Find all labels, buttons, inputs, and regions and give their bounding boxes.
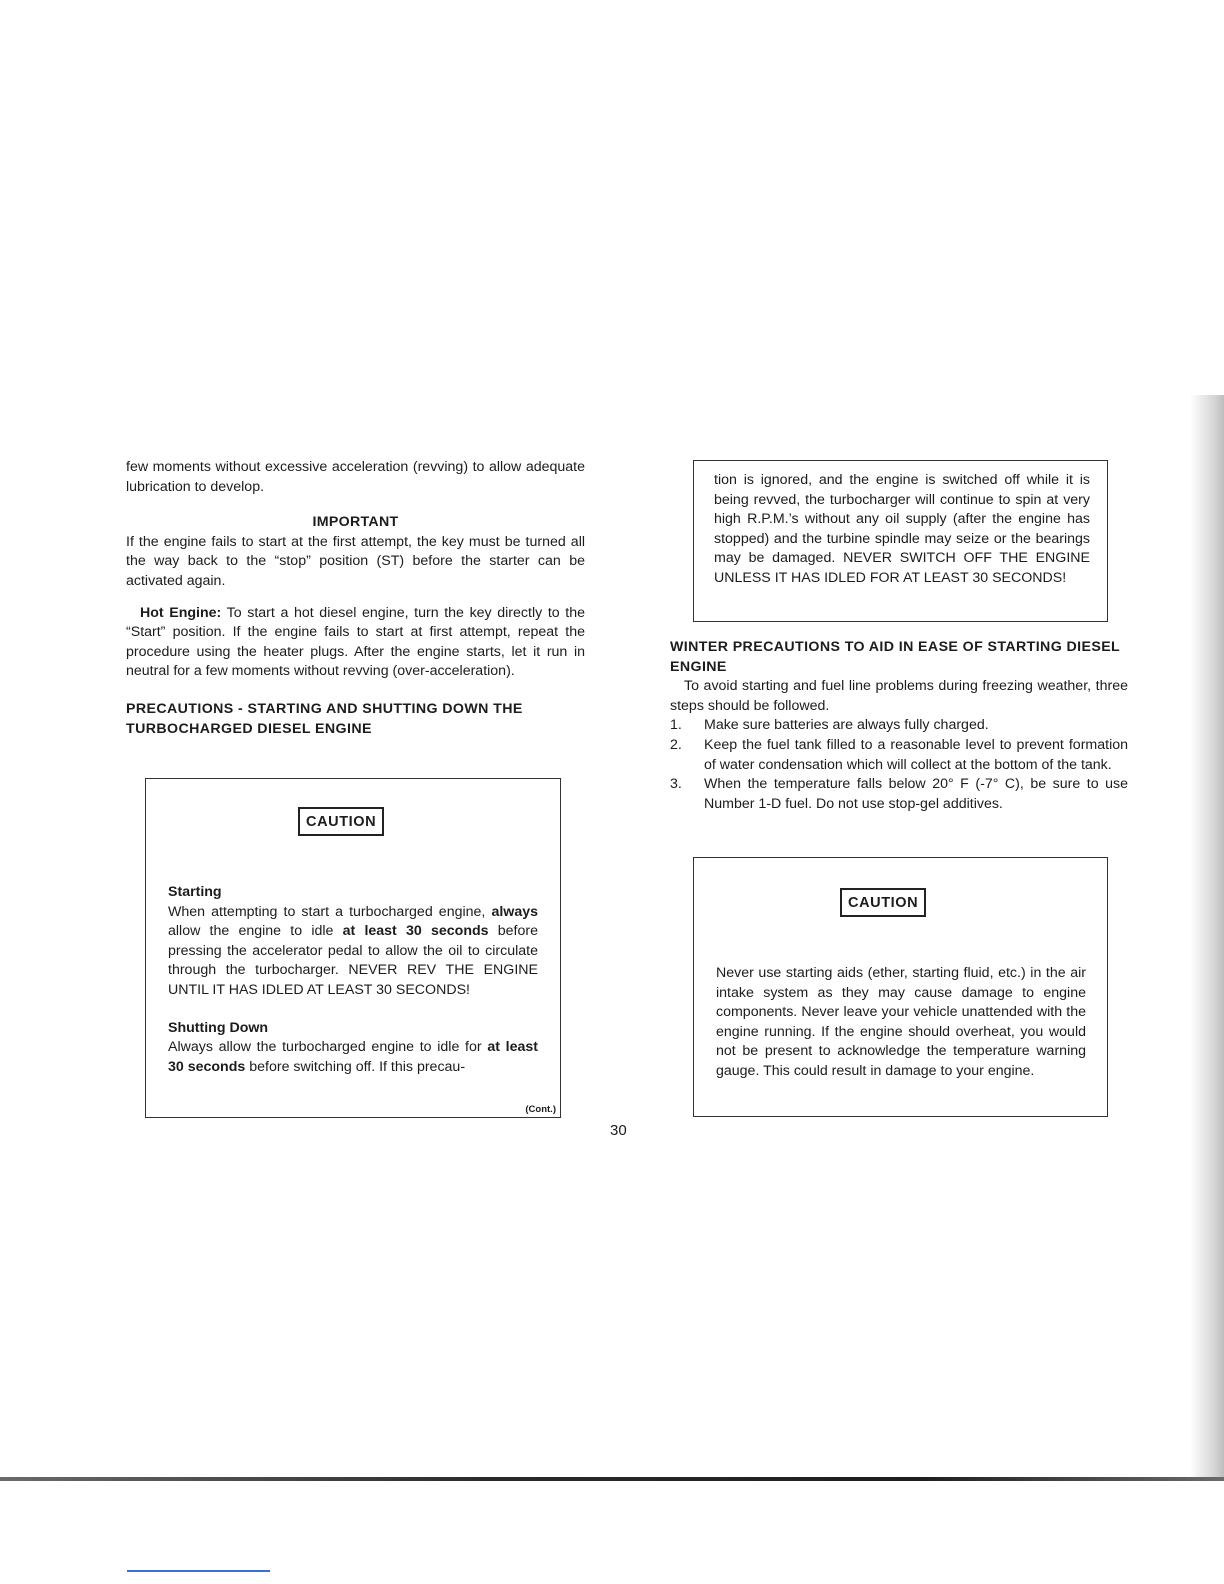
hot-engine-paragraph (126, 604, 585, 682)
starting-paragraph (168, 903, 538, 1001)
caution-box-content (168, 883, 538, 1077)
important-heading: IMPORTANT (312, 514, 399, 531)
step-text: When the temperature falls below 20° F (-7° C), be sure to use Number 1-D fuel. Do not use stop-gel additives. (704, 776, 1128, 812)
precautions-title: PRECAUTIONS - STARTING AND SHUTTING DOWN THE TURBOCHARGED DIESEL ENGINE (126, 700, 523, 737)
caution-box-starting-aids (693, 857, 1108, 1117)
shutting-text-1: Always allow the turbocharged engine to idle for (168, 1039, 488, 1056)
intro-paragraph: few moments without excessive acceleration (revving) to allow adequate lubrication to develop. (126, 459, 585, 495)
left-column (126, 458, 585, 739)
caution-badge: CAUTION (298, 807, 384, 836)
hot-engine-text: To start a hot diesel engine, turn the key directly to the “Start” position. If the engine fails to start at first attempt, repeat the procedure using the heater plugs. After the engine starts, let it run in neutral for a few moments without revving (over-acceleration). (126, 604, 585, 680)
step-text: Make sure batteries are always fully charged. (704, 717, 989, 734)
winter-precautions-title: WINTER PRECAUTIONS TO AID IN EASE OF STARTING DIESEL ENGINE (670, 639, 1120, 675)
continued-content (714, 471, 1090, 589)
book-spine-shadow (1190, 395, 1224, 1477)
important-paragraph: If the engine fails to start at the first attempt, the key must be turned all the way back to the “stop” position (ST) before the starter can be activated again. (126, 533, 585, 589)
step-text: Keep the fuel tank filled to a reasonable level to prevent formation of water condensation which will collect at the bottom of the tank. (704, 736, 1128, 773)
step-number: 1. (670, 717, 682, 734)
shutting-emphasis-30-seconds: at least 30 seconds (168, 1039, 538, 1075)
page-margin-top (0, 0, 1224, 400)
caution-box-continued (693, 460, 1108, 622)
continued-paragraph: tion is ignored, and the engine is switched off while it is being revved, the turbocharger will continue to spin at very high R.P.M.’s without any oil supply (after the engine has stopped) and the turbine spindle may seize or the bearings may be damaged. NEVER SWITCH OFF THE ENGINE UNLESS IT HAS IDLED FOR AT LEAST 30 SECONDS! (714, 472, 1090, 586)
caution-box-content (716, 964, 1086, 1082)
list-item (670, 736, 1128, 775)
footer-rule (127, 1570, 270, 1572)
starting-emphasis-30-seconds: at least 30 seconds (342, 923, 489, 940)
caution-badge: CAUTION (840, 888, 926, 917)
starting-text-1: When attempting to start a turbocharged engine, (168, 903, 492, 920)
starting-text-2: allow the engine to idle (168, 923, 343, 940)
winter-steps-list (670, 716, 1128, 814)
list-item (670, 716, 1128, 736)
winter-intro: To avoid starting and fuel line problems during freezing weather, three steps should be followed. (670, 678, 1128, 714)
step-number: 2. (670, 736, 682, 753)
starting-text-3: before pressing the accelerator pedal to allow the oil to circulate through the turbocharger. NEVER REV THE ENGINE UNTIL IT HAS IDLED AT LEAST 30 SECONDS! (168, 923, 538, 998)
page-bottom-edge (0, 1477, 1224, 1481)
continued-label: (Cont.) (525, 1104, 556, 1115)
list-item (670, 775, 1128, 814)
shutting-text-2: before switching off. If this precau- (245, 1058, 466, 1075)
step-number: 3. (670, 776, 682, 793)
shutting-down-heading: Shutting Down (168, 1019, 269, 1036)
caution-box-starting (145, 778, 561, 1118)
shutting-down-paragraph (168, 1038, 538, 1077)
starting-emphasis-always: always (491, 903, 538, 920)
starting-aids-paragraph: Never use starting aids (ether, starting fluid, etc.) in the air intake system as they may cause damage to engine components. Never leave your vehicle unattended with the engine running. If the engine should overheat, you would not be present to acknowledge the temperature warning gauge. This could result in damage to your engine. (716, 965, 1086, 1079)
starting-heading: Starting (168, 884, 222, 900)
page-number: 30 (610, 1122, 627, 1139)
right-column (670, 638, 1128, 814)
hot-engine-label: Hot Engine: (140, 604, 222, 621)
